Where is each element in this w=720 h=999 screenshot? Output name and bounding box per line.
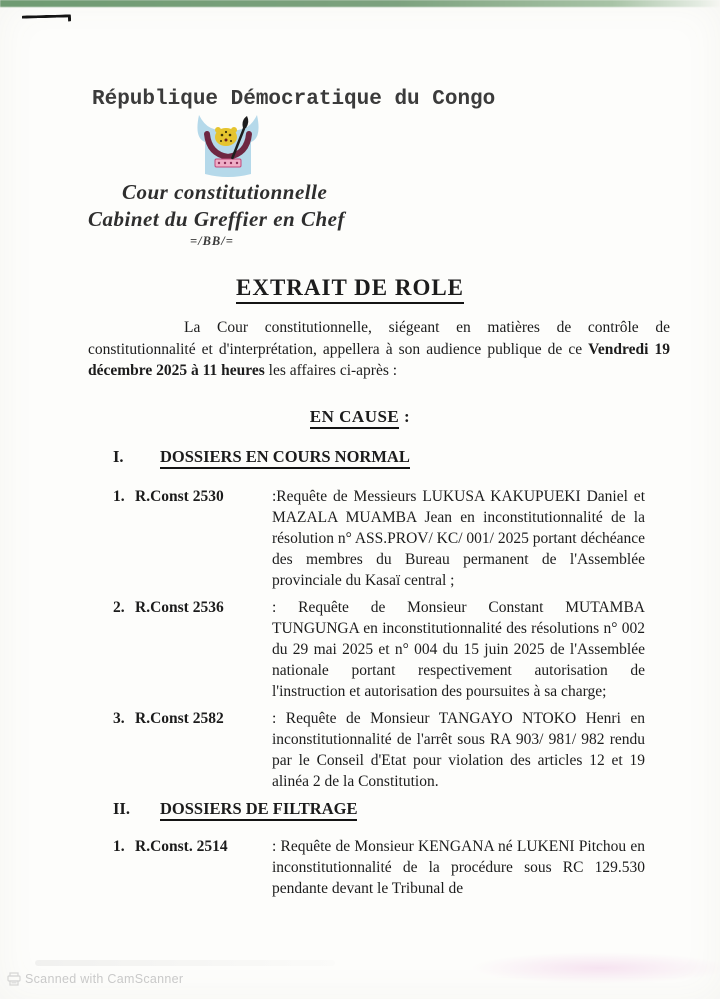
scan-artifact-smudge <box>470 952 720 984</box>
case-description: :Requête de Messieurs LUKUSA KAKUPUEKI Daniel et MAZALA MUAMBA Jean en inconstitutionnalité de la résolution n° ASS.PROV/ KC/ 001/ 2025 portant déchéance des membres du Bureau permanent de l'Assemblée provinciale du Kasaï central ; <box>272 487 645 589</box>
case-id: R.Const 2530 <box>135 487 224 505</box>
office-name: Cabinet du Greffier en Chef <box>88 207 345 231</box>
cause-heading-label: EN CAUSE <box>310 407 400 429</box>
cause-heading <box>310 407 410 427</box>
scan-artifact-streak <box>35 960 335 966</box>
reference-code: =/BB/= <box>190 234 234 248</box>
section-numeral: I. <box>113 446 124 466</box>
hearing-date: Vendredi 19 décembre 2025 à 11 heures <box>88 340 670 379</box>
case-row-rconst-2536 <box>113 597 645 702</box>
section-title: DOSSIERS DE FILTRAGE <box>160 799 357 821</box>
case-description: : Requête de Monsieur KENGANA né LUKENI Pitchou en inconstitutionnalité de la procédure sous RC 129.530 pendante devant le Tribunal de <box>272 837 645 897</box>
watermark-label: Scanned with CamScanner <box>25 972 184 986</box>
intro-paragraph <box>88 317 670 382</box>
case-id: R.Const. 2514 <box>135 837 228 855</box>
pen-mark <box>22 14 71 22</box>
section-heading-filtering-cases <box>113 799 720 819</box>
case-number-index: 2. <box>113 598 125 616</box>
cause-heading-colon: : <box>399 406 411 426</box>
case-id: R.Const 2536 <box>135 598 224 616</box>
drc-coat-of-arms-icon <box>192 114 264 180</box>
printer-icon <box>7 972 21 986</box>
case-number-index: 3. <box>113 709 125 727</box>
camscanner-watermark <box>7 972 183 986</box>
section-title: DOSSIERS EN COURS NORMAL <box>160 447 410 469</box>
case-description: : Requête de Monsieur TANGAYO NTOKO Henri en inconstitutionnalité de l'arrêt sous RA 903/ 981/ 982 rendu par le Conseil d'Etat pour violation des articles 12 et 19 alinéa 2 de la Constitution. <box>272 709 645 790</box>
intro-text-start: La Cour constitutionnelle, siégeant en matières de contrôle de constitutionnalité et d'interprétation, appellera à son audience publique de ce <box>88 319 670 358</box>
scan-edge-band <box>0 0 720 7</box>
case-row-rconst-2582 <box>113 708 645 792</box>
institution-name: Cour constitutionnelle <box>122 180 328 204</box>
country-title: République Démocratique du Congo <box>92 88 496 111</box>
document-header <box>0 88 720 249</box>
case-row-rconst-2530 <box>113 486 645 591</box>
section-numeral: II. <box>113 798 130 818</box>
case-number-index: 1. <box>113 487 125 505</box>
case-row-rconst-2514 <box>113 836 645 899</box>
intro-text-end: les affaires ci-après : <box>264 362 398 379</box>
case-description: : Requête de Monsieur Constant MUTAMBA TUNGUNGA en inconstitutionnalité des résolutions n° 002 du 29 mai 2025 et n° 004 du 15 juin 2025 de l'Assemblée nationale portant respectivement autorisation de l'instruction et autorisation des poursuites à sa charge; <box>272 598 645 700</box>
case-id: R.Const 2582 <box>135 709 224 727</box>
document-title: EXTRAIT DE ROLE <box>236 275 464 304</box>
section-heading-normal-cases <box>113 447 720 467</box>
case-number-index: 1. <box>113 837 125 855</box>
